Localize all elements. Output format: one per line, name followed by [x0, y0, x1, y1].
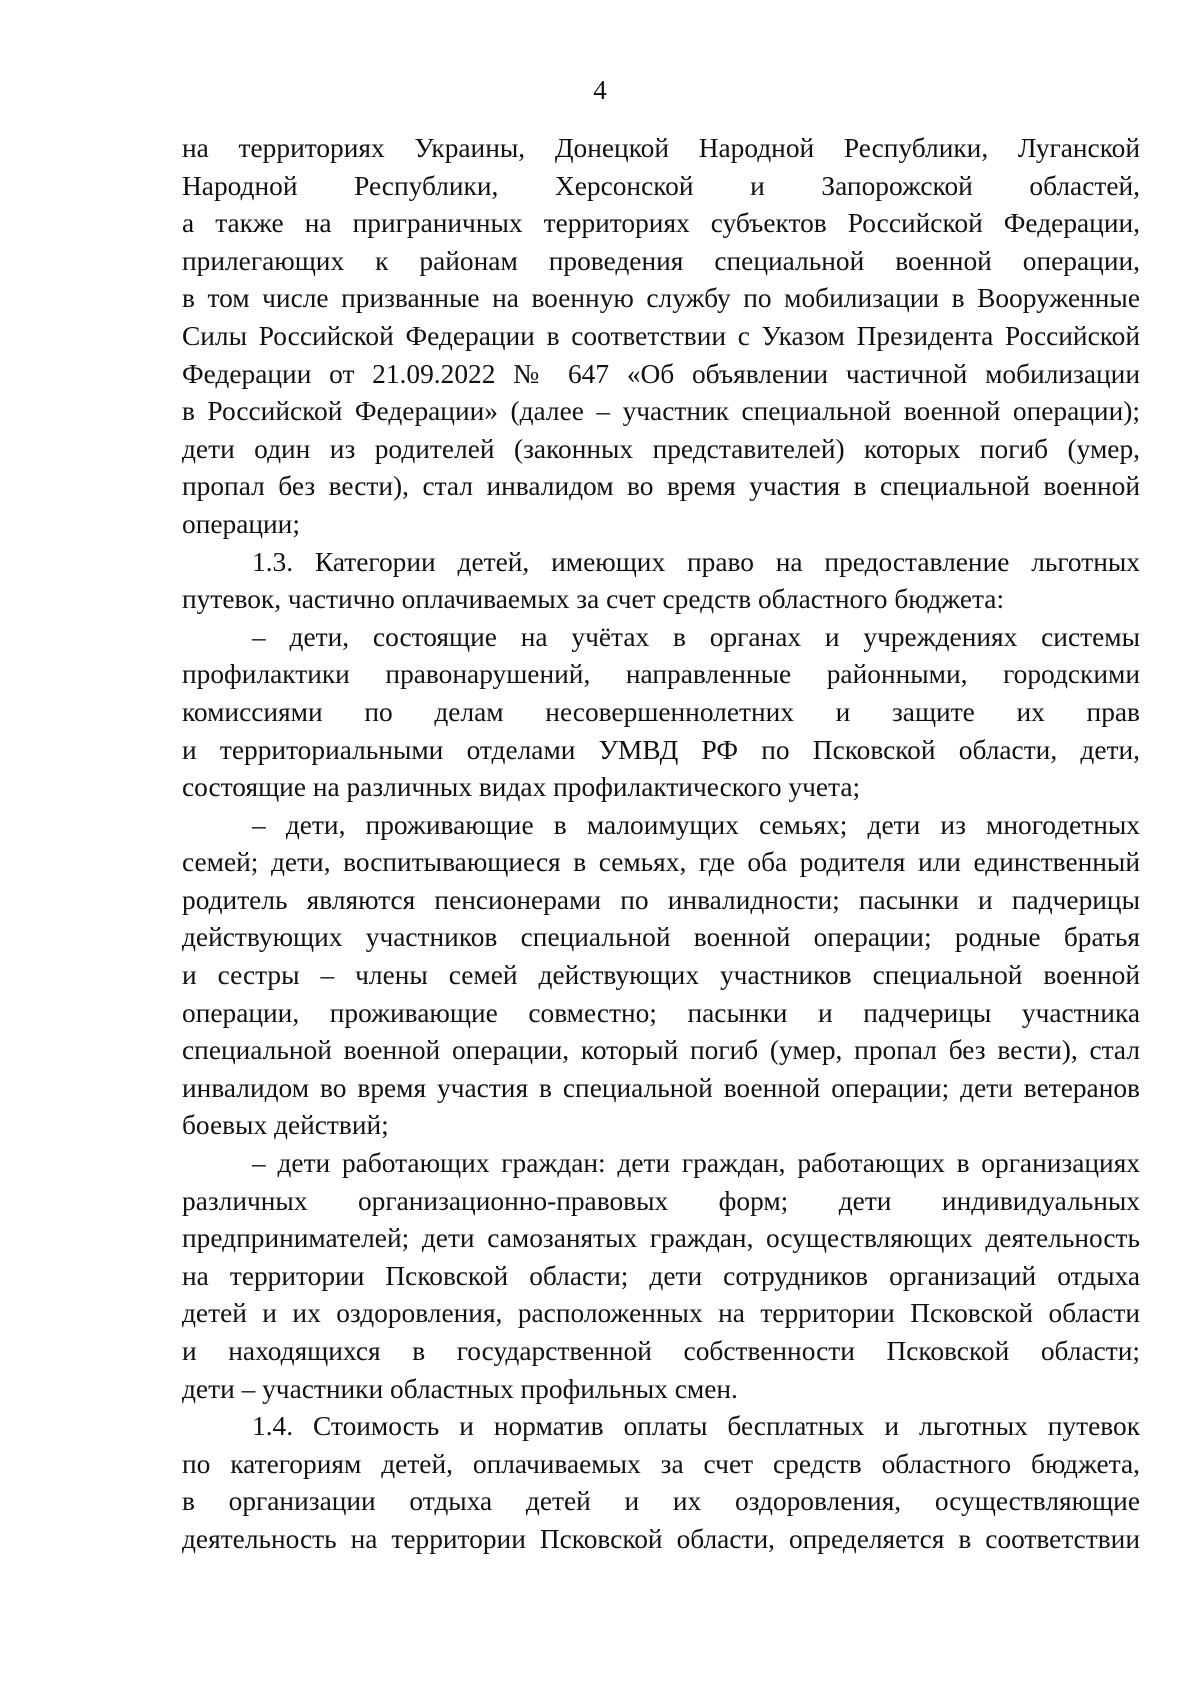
text-line: и территориальными отделами УМВД РФ по Псковской области, дети, — [182, 734, 1140, 765]
paragraph — [182, 1145, 1140, 1408]
text-line: – дети, состоящие на учётах в органах и учреждениях системы — [252, 621, 1140, 652]
paragraph — [182, 130, 1140, 544]
text-line: семей; дети, воспитывающиеся в семьях, где оба родителя или единственный — [182, 847, 1140, 878]
paragraph — [182, 807, 1140, 1145]
paragraph — [182, 619, 1140, 807]
text-line: 1.3. Категории детей, имеющих право на предоставление льготных — [252, 546, 1140, 577]
text-line: детей и их оздоровления, расположенных на территории Псковской области — [182, 1298, 1140, 1329]
text-line: в том числе призванные на военную службу по мобилизации в Вооруженные — [182, 283, 1140, 314]
text-line: Народной Республики, Херсонской и Запорожской областей, — [182, 170, 1140, 201]
text-line: Силы Российской Федерации в соответствии с Указом Президента Российской — [182, 320, 1140, 351]
text-line: в Российской Федерации» (далее – участник специальной военной операции); — [182, 396, 1140, 427]
text-line: и находящихся в государственной собственности Псковской области; — [182, 1336, 1140, 1366]
text-line: путевок, частично оплачиваемых за счет средств областного бюджета: — [182, 584, 1005, 615]
text-line: профилактики правонарушений, направленные районными, городскими — [182, 659, 1140, 690]
text-line: действующих участников специальной военной операции; родные братья — [182, 922, 1140, 953]
text-line: различных организационно-правовых форм; дети индивидуальных — [182, 1185, 1140, 1216]
text-line: операции; — [182, 508, 300, 539]
text-line: комиссиями по делам несовершеннолетних и защите их прав — [182, 696, 1140, 727]
text-line: по категориям детей, оплачиваемых за счет средств областного бюджета, — [182, 1448, 1140, 1479]
text-line: дети – участники областных профильных смен. — [182, 1373, 738, 1404]
text-line: на территориях Украины, Донецкой Народной Республики, Луганской — [182, 133, 1140, 163]
text-line: боевых действий; — [182, 1110, 389, 1141]
text-line: специальной военной операции, который погиб (умер, пропал без вести), стал — [182, 1035, 1140, 1066]
text-line: состоящие на различных видах профилактического учета; — [182, 772, 861, 803]
paragraph — [182, 1408, 1140, 1558]
text-line: инвалидом во время участия в специальной военной операции; дети ветеранов — [182, 1072, 1140, 1103]
text-line: деятельность на территории Псковской области, определяется в соответствии — [182, 1523, 1140, 1554]
text-line: в организации отдыха детей и их оздоровления, осуществляющие — [182, 1486, 1140, 1517]
paragraph — [182, 544, 1140, 619]
text-line: и сестры – члены семей действующих участников специальной военной — [182, 960, 1140, 991]
text-line: дети один из родителей (законных представителей) которых погиб (умер, — [182, 433, 1140, 464]
text-line: операции, проживающие совместно; пасынки и падчерицы участника — [182, 997, 1140, 1028]
text-line: Федерации от 21.09.2022 № 647 «Об объявлении частичной мобилизации — [182, 358, 1140, 389]
text-line: прилегающих к районам проведения специальной военной операции, — [182, 245, 1140, 276]
text-line: а также на приграничных территориях субъектов Российской Федерации, — [182, 208, 1140, 239]
page-number: 4 — [593, 75, 607, 105]
document-body — [182, 130, 1140, 1559]
text-line: – дети работающих граждан: дети граждан, работающих в организациях — [252, 1148, 1140, 1179]
text-line: родитель являются пенсионерами по инвалидности; пасынки и падчерицы — [182, 884, 1140, 915]
text-line: – дети, проживающие в малоимущих семьях; дети из многодетных — [252, 809, 1140, 840]
text-line: на территории Псковской области; дети сотрудников организаций отдыха — [182, 1260, 1140, 1291]
text-line: пропал без вести), стал инвалидом во время участия в специальной военной — [182, 471, 1140, 502]
text-line: предпринимателей; дети самозанятых граждан, осуществляющих деятельность — [182, 1223, 1140, 1254]
text-line: 1.4. Стоимость и норматив оплаты бесплатных и льготных путевок — [252, 1411, 1140, 1442]
